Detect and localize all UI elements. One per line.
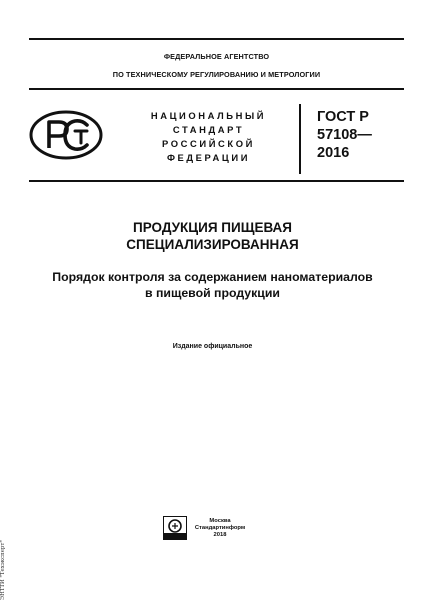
top-rule xyxy=(29,38,404,40)
side-watermark: ЭНТТИ "Техэксперт" xyxy=(0,540,6,600)
agency-line-1: ФЕДЕРАЛЬНОЕ АГЕНТСТВО xyxy=(163,52,270,61)
document-subtitle-line-2: в пищевой продукции xyxy=(145,286,280,300)
publisher-city: Москва xyxy=(209,518,231,524)
publisher-year: 2018 xyxy=(213,532,227,538)
gost-r-logo xyxy=(29,110,103,160)
standard-line-3: РОССИЙСКОЙ xyxy=(162,138,255,149)
title-divider xyxy=(29,180,404,182)
gost-designation-line-1: ГОСТ Р xyxy=(317,109,369,125)
gost-designation-line-3: 2016 xyxy=(317,145,350,161)
designation-divider xyxy=(299,104,301,174)
document-title-line-1: ПРОДУКЦИЯ ПИЩЕВАЯ xyxy=(133,220,292,235)
header-divider xyxy=(29,88,404,90)
publisher-name: Стандартинформ xyxy=(194,525,246,531)
gost-r-logo-icon xyxy=(29,110,103,160)
gost-designation-line-2: 57108— xyxy=(317,127,372,143)
document-subtitle-line-1: Порядок контроля за содержанием наноматериалов xyxy=(52,270,373,284)
edition-note: Издание официальное xyxy=(172,343,253,350)
document-title-line-2: СПЕЦИАЛИЗИРОВАННАЯ xyxy=(126,237,299,252)
standard-line-4: ФЕДЕРАЦИИ xyxy=(166,152,251,163)
agency-line-2: ПО ТЕХНИЧЕСКОМУ РЕГУЛИРОВАНИЮ И МЕТРОЛОГИИ xyxy=(112,70,321,79)
standard-line-1: НАЦИОНАЛЬНЫЙ xyxy=(150,110,267,121)
standard-line-2: СТАНДАРТ xyxy=(172,124,245,135)
standartinform-logo-icon xyxy=(163,516,187,540)
standartinform-logo xyxy=(163,516,187,540)
